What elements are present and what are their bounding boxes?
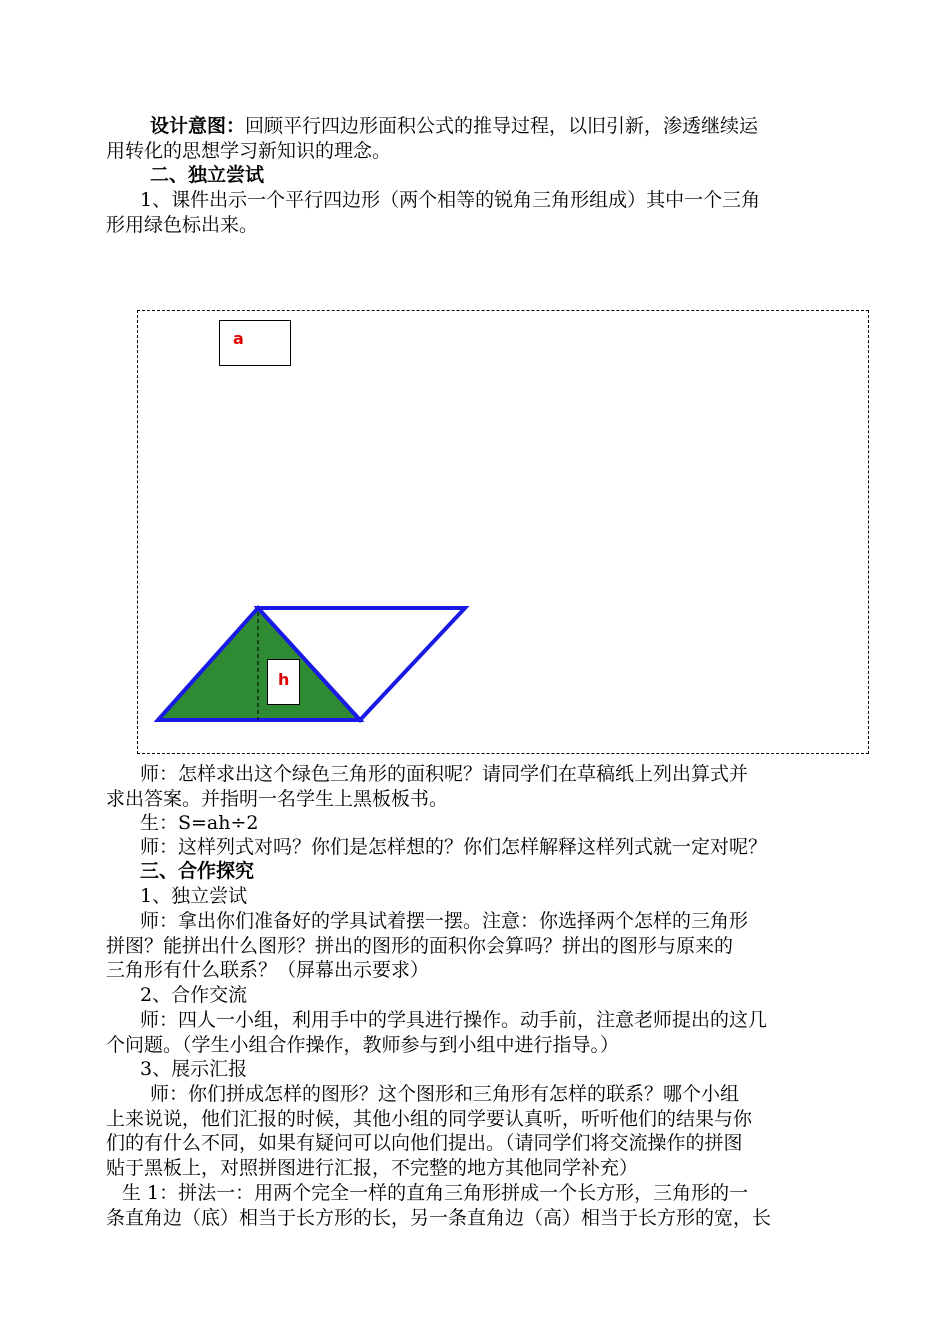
sub3-title: 3、展示汇报 [140, 1058, 248, 1080]
label-h-box [267, 659, 300, 705]
item1-line-2: 形用绿色标出来。 [106, 214, 259, 236]
sub2-line-1: 师：四人一小组，利用手中的学具进行操作。动手前，注意老师提出的这几 [140, 1009, 768, 1031]
sub3-line-1: 师：你们拼成怎样的图形？这个图形和三角形有怎样的联系？哪个小组 [150, 1083, 740, 1105]
sub1-line-3: 三角形有什么联系？（屏幕出示要求） [106, 959, 430, 981]
design-intent-line-2: 用转化的思想学习新知识的理念。 [106, 140, 392, 162]
section-heading-independent-try: 二、独立尝试 [150, 164, 265, 186]
label-h: h [278, 670, 290, 689]
student1-line-1: 生 1：拼法一：用两个完全一样的直角三角形拼成一个长方形，三角形的一 [122, 1182, 749, 1204]
sub1-line-1: 师：拿出你们准备好的学具试着摆一摆。注意：你选择两个怎样的三角形 [140, 910, 749, 932]
label-a-box [219, 320, 291, 366]
design-intent-text: 回顾平行四边形面积公式的推导过程，以旧引新，渗透继续运 [245, 115, 759, 137]
item1-line-1: 1、课件出示一个平行四边形（两个相等的锐角三角形组成）其中一个三角 [140, 189, 761, 211]
student-answer: 生：S=ah÷2 [140, 812, 259, 834]
sub3-line-4: 贴于黑板上，对照拼图进行汇报，不完整的地方其他同学补充） [106, 1157, 639, 1179]
sub1-line-2: 拼图？能拼出什么图形？拼出的图形的面积你会算吗？拼出的图形与原来的 [106, 935, 734, 957]
section-heading-cooperative-inquiry: 三、合作探究 [140, 860, 255, 882]
design-intent-label: 设计意图： [150, 115, 246, 137]
sub2-title: 2、合作交流 [140, 984, 248, 1006]
sub1-title: 1、独立尝试 [140, 885, 248, 907]
sub3-line-3: 们的有什么不同，如果有疑问可以向他们提出。（请同学们将交流操作的拼图 [106, 1132, 743, 1154]
teacher-question-1-line-2: 求出答案。并指明一名学生上黑板板书。 [106, 788, 449, 810]
teacher-question-2: 师：这样列式对吗？你们是怎样想的？你们怎样解释这样列式就一定对呢？ [140, 836, 768, 858]
teacher-question-1-line-1: 师：怎样求出这个绿色三角形的面积呢？请同学们在草稿纸上列出算式并 [140, 763, 749, 785]
student1-line-2: 条直角边（底）相当于长方形的长，另一条直角边（高）相当于长方形的宽，长 [106, 1207, 772, 1229]
label-a: a [233, 329, 244, 348]
sub3-line-2: 上来说说，他们汇报的时候，其他小组的同学要认真听，听听他们的结果与你 [106, 1108, 753, 1130]
sub2-line-2: 个问题。（学生小组合作操作，教师参与到小组中进行指导。） [106, 1034, 620, 1056]
